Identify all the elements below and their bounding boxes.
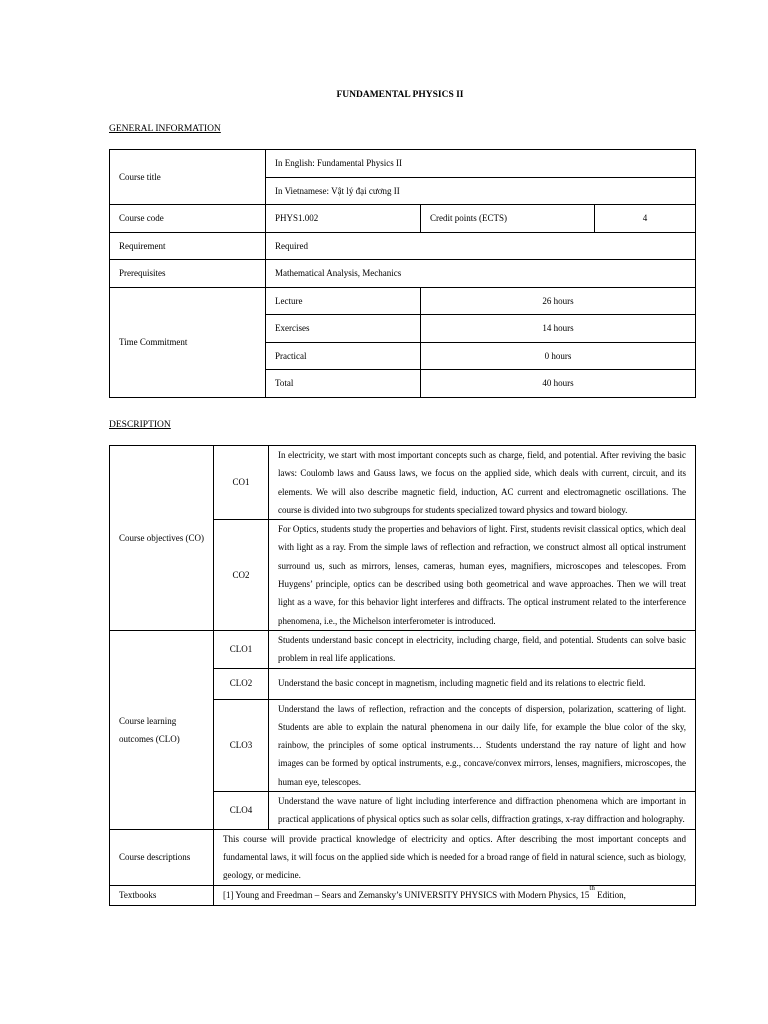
time-row-label: Practical — [266, 342, 421, 370]
time-row-label: Lecture — [266, 287, 421, 315]
course-code-label: Course code — [110, 205, 266, 233]
outcome-text: Understand the laws of reflection, refraction and the concepts of dispersion, polarization, scattering of light. Students are able to explain the natural phenomena in our daily life, for example the blue color of the sky, rainbow, the principles of some optical instruments… Students understand the ray nature of light and how images can be formed by optical instruments, e.g., concave/convex mirrors, lenses, magnifiers, microscopes, the human eye, telescopes. — [269, 699, 696, 791]
general-information-heading: GENERAL INFORMATION — [109, 124, 221, 134]
description-table — [109, 445, 696, 906]
requirement-label: Requirement — [110, 232, 266, 260]
credit-points-label: Credit points (ECTS) — [421, 205, 595, 233]
outcome-code: CLO4 — [214, 792, 269, 830]
textbook-edition-superscript: th — [589, 883, 595, 892]
table-row — [110, 232, 696, 260]
table-row — [110, 205, 696, 233]
table-row — [110, 260, 696, 288]
objective-code: CO1 — [214, 446, 269, 520]
table-row — [110, 630, 696, 668]
prerequisites-value: Mathematical Analysis, Mechanics — [266, 260, 696, 288]
outcome-code: CLO1 — [214, 630, 269, 668]
course-title-vietnamese: In Vietnamese: Vật lý đại cương II — [266, 177, 696, 205]
textbooks-label: Textbooks — [110, 885, 214, 905]
textbooks-text — [214, 885, 696, 905]
time-commitment-label: Time Commitment — [110, 287, 266, 397]
objective-text: In electricity, we start with most important concepts such as charge, field, and potential. After reviving the basic laws: Coulomb laws and Gauss laws, we focus on the applied side, which deals with current, circuit, and its elements. We will also describe magnetic field, induction, AC current and electromagnetic oscillations. The course is divided into two subgroups for students specialized toward physics and toward biology. — [269, 446, 696, 520]
credit-points-value: 4 — [595, 205, 696, 233]
table-row — [110, 287, 696, 315]
table-row — [110, 150, 696, 178]
time-row-value: 26 hours — [421, 287, 696, 315]
objective-code: CO2 — [214, 520, 269, 631]
time-row-value: 40 hours — [421, 370, 696, 398]
time-row-label: Exercises — [266, 315, 421, 343]
objective-text: For Optics, students study the properties and behaviors of light. First, students revisit classical optics, which deal with light as a ray. From the simple laws of reflection and refraction, we construct almost all optical instrument surround us, such as mirrors, lenses, cameras, human eyes, magnifiers, microscopes and telescopes. From Huygens’ principle, optics can be described using both geometrical and wave approaches. Then we will treat light as a wave, for this behavior light interferes and diffracts. The optical instrument related to the interference phenomena, i.e., the Michelson interferometer is introduced. — [269, 520, 696, 631]
course-code-value: PHYS1.002 — [266, 205, 421, 233]
outcome-text: Students understand basic concept in electricity, including charge, field, and potential. Students can solve basic problem in real life applications. — [269, 630, 696, 668]
textbook-entry-tail: Edition, — [594, 889, 626, 900]
prerequisites-label: Prerequisites — [110, 260, 266, 288]
table-row — [110, 885, 696, 905]
time-row-value: 0 hours — [421, 342, 696, 370]
time-row-value: 14 hours — [421, 315, 696, 343]
table-row — [110, 446, 696, 520]
table-row — [110, 829, 696, 885]
course-descriptions-label: Course descriptions — [110, 829, 214, 885]
outcome-code: CLO3 — [214, 699, 269, 791]
textbook-entry: [1] Young and Freedman – Sears and Zemansky’s UNIVERSITY PHYSICS with Modern Physics, 15 — [223, 889, 590, 900]
course-title-english: In English: Fundamental Physics II — [266, 150, 696, 178]
description-heading: DESCRIPTION — [109, 420, 171, 430]
outcome-code: CLO2 — [214, 668, 269, 699]
course-objectives-label: Course objectives (CO) — [110, 446, 214, 631]
course-learning-outcomes-label: Course learning outcomes (CLO) — [110, 630, 214, 829]
course-title-label: Course title — [110, 150, 266, 205]
requirement-value: Required — [266, 232, 696, 260]
page-title: FUNDAMENTAL PHYSICS II — [336, 90, 464, 100]
course-descriptions-text: This course will provide practical knowledge of electricity and optics. After describing the most important concepts and fundamental laws, it will focus on the applied side which is needed for a broad range of field in natural science, such as biology, geology, or medicine. — [214, 829, 696, 885]
outcome-text: Understand the basic concept in magnetism, including magnetic field and its relations to electric field. — [269, 668, 696, 699]
general-information-table — [109, 149, 696, 398]
outcome-text: Understand the wave nature of light including interference and diffraction phenomena which are important in practical applications of physical optics such as solar cells, diffraction gratings, x-ray diffraction and holography. — [269, 792, 696, 830]
time-row-label: Total — [266, 370, 421, 398]
